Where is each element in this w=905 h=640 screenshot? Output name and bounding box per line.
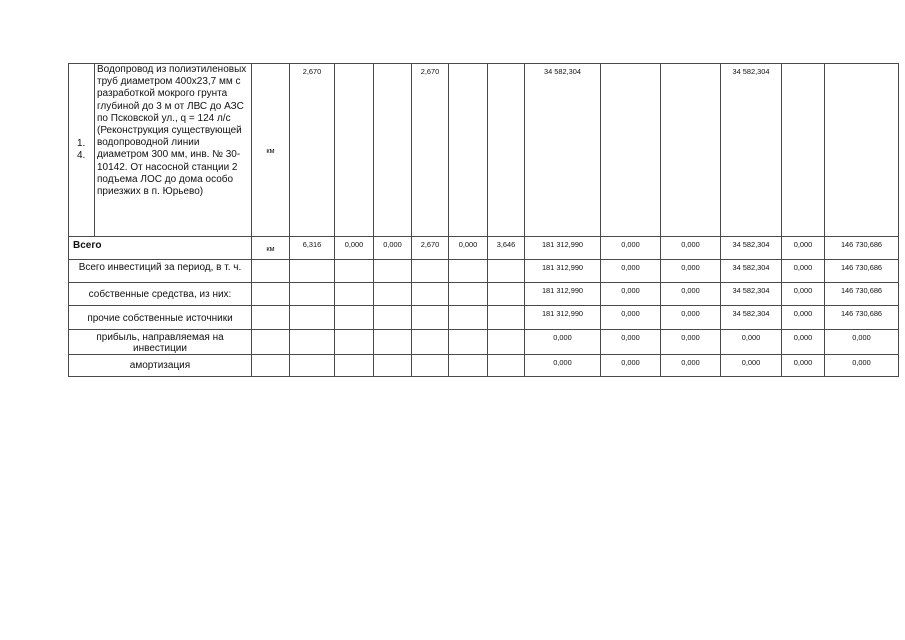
summary-value — [335, 355, 374, 377]
summary-value: 0,000 — [601, 260, 661, 283]
summary-value: 0,000 — [782, 330, 825, 355]
summary-value: 0,000 — [661, 283, 721, 306]
summary-value — [449, 355, 488, 377]
summary-value: 0,000 — [661, 306, 721, 330]
summary-value — [412, 306, 449, 330]
investment-table — [68, 63, 899, 377]
summary-label: прибыль, направляемая на инвестиции — [69, 330, 252, 355]
summary-value: 0,000 — [782, 283, 825, 306]
item-value: 2,670 — [290, 64, 335, 237]
total-value: 2,670 — [412, 237, 449, 260]
summary-value — [290, 283, 335, 306]
summary-row-other-sources — [69, 306, 899, 330]
total-value: 0,000 — [449, 237, 488, 260]
total-value: 6,316 — [290, 237, 335, 260]
total-unit: км — [252, 237, 290, 260]
item-value — [488, 64, 525, 237]
summary-value — [374, 355, 412, 377]
summary-value — [335, 306, 374, 330]
summary-value: 0,000 — [601, 355, 661, 377]
item-value — [374, 64, 412, 237]
summary-value: 146 730,686 — [825, 306, 899, 330]
item-description: Водопровод из полиэтиленовых труб диаметром 400х23,7 мм с разработкой мокрого грунта глубиной до 3 м от ЛВС до АЗС по Псковской ул., q = 124 л/с (Реконструкция существующей водопроводной линии диаметром 300 мм, инв. № 30-10142. От насосной станции 2 подъема ЛОС до дома особо приезжих в п. Юрьево) — [95, 64, 252, 237]
table-body — [69, 64, 899, 377]
item-value — [601, 64, 661, 237]
summary-value: 0,000 — [721, 355, 782, 377]
summary-unit — [252, 330, 290, 355]
summary-value — [290, 306, 335, 330]
total-value: 34 582,304 — [721, 237, 782, 260]
summary-row-depreciation — [69, 355, 899, 377]
summary-value: 146 730,686 — [825, 260, 899, 283]
summary-value: 0,000 — [825, 330, 899, 355]
summary-value — [290, 330, 335, 355]
total-label: Всего — [69, 237, 252, 260]
summary-value: 0,000 — [601, 306, 661, 330]
summary-value: 0,000 — [782, 306, 825, 330]
summary-value — [335, 260, 374, 283]
summary-row-own-funds — [69, 283, 899, 306]
summary-row-profit — [69, 330, 899, 355]
summary-value — [488, 355, 525, 377]
item-value: 2,670 — [412, 64, 449, 237]
summary-value — [335, 330, 374, 355]
summary-value — [290, 260, 335, 283]
summary-label: амортизация — [69, 355, 252, 377]
item-value — [661, 64, 721, 237]
summary-value: 0,000 — [661, 355, 721, 377]
summary-value: 0,000 — [825, 355, 899, 377]
summary-value: 0,000 — [525, 355, 601, 377]
summary-value — [374, 260, 412, 283]
summary-value: 0,000 — [721, 330, 782, 355]
summary-value — [412, 330, 449, 355]
item-row — [69, 64, 899, 237]
summary-unit — [252, 355, 290, 377]
summary-value — [374, 330, 412, 355]
summary-value: 34 582,304 — [721, 283, 782, 306]
summary-value — [374, 306, 412, 330]
summary-value: 0,000 — [661, 330, 721, 355]
item-value — [825, 64, 899, 237]
item-index: 1. 4. — [69, 64, 95, 237]
summary-label: Всего инвестиций за период, в т. ч. — [69, 260, 252, 283]
summary-value — [290, 355, 335, 377]
summary-value: 0,000 — [661, 260, 721, 283]
summary-row-total-investment — [69, 260, 899, 283]
summary-value — [449, 306, 488, 330]
summary-label: собственные средства, из них: — [69, 283, 252, 306]
summary-value: 181 312,990 — [525, 260, 601, 283]
item-unit: км — [252, 64, 290, 237]
summary-label: прочие собственные источники — [69, 306, 252, 330]
item-value — [449, 64, 488, 237]
summary-value — [335, 283, 374, 306]
total-value: 181 312,990 — [525, 237, 601, 260]
summary-value: 34 582,304 — [721, 260, 782, 283]
summary-value: 181 312,990 — [525, 306, 601, 330]
item-value — [335, 64, 374, 237]
summary-value — [488, 283, 525, 306]
summary-value — [488, 260, 525, 283]
summary-value: 0,000 — [601, 330, 661, 355]
total-value: 0,000 — [601, 237, 661, 260]
summary-value: 0,000 — [601, 283, 661, 306]
summary-value — [412, 260, 449, 283]
total-value: 0,000 — [374, 237, 412, 260]
total-value: 0,000 — [661, 237, 721, 260]
summary-value: 146 730,686 — [825, 283, 899, 306]
summary-value — [412, 283, 449, 306]
item-value: 34 582,304 — [721, 64, 782, 237]
total-value: 0,000 — [335, 237, 374, 260]
item-value — [782, 64, 825, 237]
summary-value: 0,000 — [525, 330, 601, 355]
summary-unit — [252, 260, 290, 283]
summary-value — [374, 283, 412, 306]
summary-value — [488, 306, 525, 330]
summary-value: 0,000 — [782, 355, 825, 377]
summary-value: 34 582,304 — [721, 306, 782, 330]
summary-value — [488, 330, 525, 355]
summary-value — [449, 283, 488, 306]
total-value: 0,000 — [782, 237, 825, 260]
summary-value — [449, 330, 488, 355]
summary-unit — [252, 306, 290, 330]
summary-value: 181 312,990 — [525, 283, 601, 306]
total-value: 3,646 — [488, 237, 525, 260]
total-row — [69, 237, 899, 260]
item-value: 34 582,304 — [525, 64, 601, 237]
total-value: 146 730,686 — [825, 237, 899, 260]
summary-value — [449, 260, 488, 283]
summary-value: 0,000 — [782, 260, 825, 283]
summary-unit — [252, 283, 290, 306]
summary-value — [412, 355, 449, 377]
